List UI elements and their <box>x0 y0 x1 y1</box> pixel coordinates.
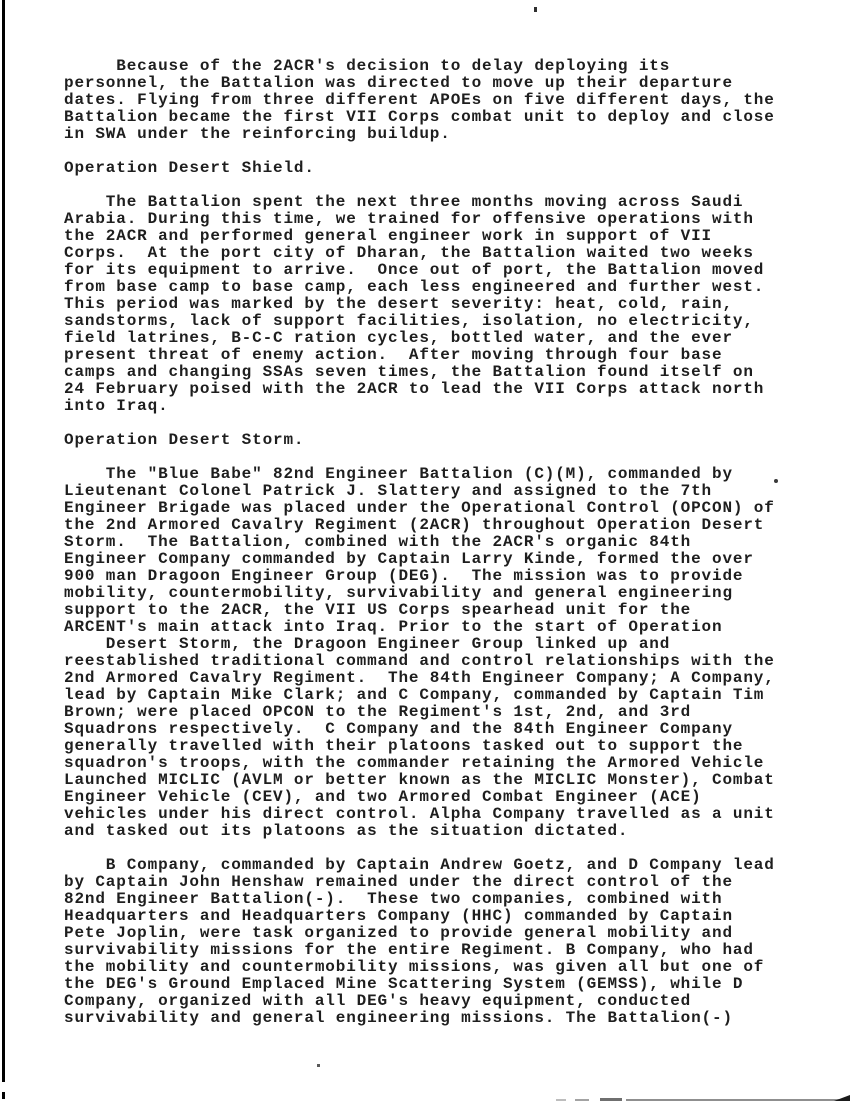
text-line: This period was marked by the desert severity: heat, cold, rain, <box>64 295 733 313</box>
text-line: 82nd Engineer Battalion(-). These two companies, combined with <box>64 890 723 908</box>
scan-bottom-line-fragment <box>575 1099 589 1101</box>
text-line: Arabia. During this time, we trained for offensive operations with <box>64 210 754 228</box>
text-line: the DEG's Ground Emplaced Mine Scattering System (GEMSS), while D <box>64 975 744 993</box>
scan-bottom-line-fragment <box>556 1099 566 1101</box>
text-line: survivability missions for the entire Regiment. B Company, who had <box>64 941 754 959</box>
text-line: for its equipment to arrive. Once out of port, the Battalion moved <box>64 261 765 279</box>
text-line: Engineer Vehicle (CEV), and two Armored Combat Engineer (ACE) <box>64 788 702 806</box>
text-line: the 2nd Armored Cavalry Regiment (2ACR) throughout Operation Desert <box>64 516 765 534</box>
text-line: Storm. The Battalion, combined with the 2ACR's organic 84th <box>64 533 692 551</box>
scan-bottom-line-fragment <box>600 1098 622 1101</box>
text-line: mobility, countermobility, survivability and general engineering <box>64 584 733 602</box>
text-line: Because of the 2ACR's decision to delay deploying its <box>64 57 671 75</box>
text-line: Lieutenant Colonel Patrick J. Slattery and assigned to the 7th <box>64 482 712 500</box>
text-line: generally travelled with their platoons tasked out to support the <box>64 737 744 755</box>
text-line: Operation Desert Shield. <box>64 159 315 177</box>
text-line: by Captain John Henshaw remained under the direct control of the <box>64 873 733 891</box>
text-line: Headquarters and Headquarters Company (HHC) commanded by Captain <box>64 907 733 925</box>
text-line: The "Blue Babe" 82nd Engineer Battalion (C)(M), commanded by <box>64 465 733 483</box>
text-line: present threat of enemy action. After moving through four base <box>64 346 723 364</box>
scan-bottom-line <box>626 1099 850 1101</box>
scan-speck <box>317 1064 320 1067</box>
text-line: dates. Flying from three different APOEs on five different days, the <box>64 91 775 109</box>
text-line: Pete Joplin, were task organized to provide general mobility and <box>64 924 733 942</box>
paragraph-desert-shield <box>64 194 794 415</box>
text-line: Squadrons respectively. C Company and the 84th Engineer Company <box>64 720 733 738</box>
text-line: in SWA under the reinforcing buildup. <box>64 125 451 143</box>
text-line: personnel, the Battalion was directed to move up their departure <box>64 74 733 92</box>
text-line: Brown; were placed OPCON to the Regiment's 1st, 2nd, and 3rd <box>64 703 692 721</box>
heading-operation-desert-storm <box>64 432 794 449</box>
text-line: lead by Captain Mike Clark; and C Company, commanded by Captain Tim <box>64 686 765 704</box>
text-line: B Company, commanded by Captain Andrew Goetz, and D Company lead <box>64 856 775 874</box>
text-line: support to the 2ACR, the VII US Corps spearhead unit for the <box>64 601 692 619</box>
text-line: and tasked out its platoons as the situation dictated. <box>64 822 629 840</box>
text-line: camps and changing SSAs seven times, the Battalion found itself on <box>64 363 754 381</box>
text-line: 900 man Dragoon Engineer Group (DEG). The mission was to provide <box>64 567 744 585</box>
scan-edge-line <box>2 0 5 1082</box>
text-line: into Iraq. <box>64 397 169 415</box>
text-line: The Battalion spent the next three months moving across Saudi <box>64 193 744 211</box>
text-line: Launched MICLIC (AVLM or better known as the MICLIC Monster), Combat <box>64 771 775 789</box>
text-line: from base camp to base camp, each less engineered and further west. <box>64 278 765 296</box>
text-line: survivability and general engineering missions. The Battalion(-) <box>64 1009 733 1027</box>
text-line: Operation Desert Storm. <box>64 431 305 449</box>
text-line: vehicles under his direct control. Alpha Company travelled as a unit <box>64 805 775 823</box>
text-line: reestablished traditional command and control relationships with the <box>64 652 775 670</box>
paragraph-desert-storm-deg <box>64 466 794 840</box>
scan-edge-dash <box>2 1092 5 1099</box>
text-line: field latrines, B-C-C ration cycles, bottled water, and the ever <box>64 329 733 347</box>
text-line: Desert Storm, the Dragoon Engineer Group linked up and <box>64 635 671 653</box>
text-line: squadron's troops, with the commander retaining the Armored Vehicle <box>64 754 765 772</box>
scan-speck <box>534 7 537 12</box>
paragraph-deployment <box>64 58 794 143</box>
text-line: Company, organized with all DEG's heavy equipment, conducted <box>64 992 692 1010</box>
paragraph-b-and-d-company <box>64 857 794 1027</box>
text-line: Engineer Company commanded by Captain Larry Kinde, formed the over <box>64 550 754 568</box>
heading-operation-desert-shield <box>64 160 794 177</box>
text-line: the 2ACR and performed general engineer work in support of VII <box>64 227 712 245</box>
text-line: sandstorms, lack of support facilities, isolation, no electricity, <box>64 312 754 330</box>
text-line: 24 February poised with the 2ACR to lead the VII Corps attack north <box>64 380 765 398</box>
text-line: Engineer Brigade was placed under the Operational Control (OPCON) of <box>64 499 775 517</box>
text-line: the mobility and countermobility missions, was given all but one of <box>64 958 765 976</box>
text-line: 2nd Armored Cavalry Regiment. The 84th Engineer Company; A Company, <box>64 669 775 687</box>
text-line: Corps. At the port city of Dharan, the Battalion waited two weeks <box>64 244 754 262</box>
text-line: Battalion became the first VII Corps combat unit to deploy and close <box>64 108 775 126</box>
text-line: ARCENT's main attack into Iraq. Prior to the start of Operation <box>64 618 723 636</box>
document-text <box>64 58 794 1044</box>
